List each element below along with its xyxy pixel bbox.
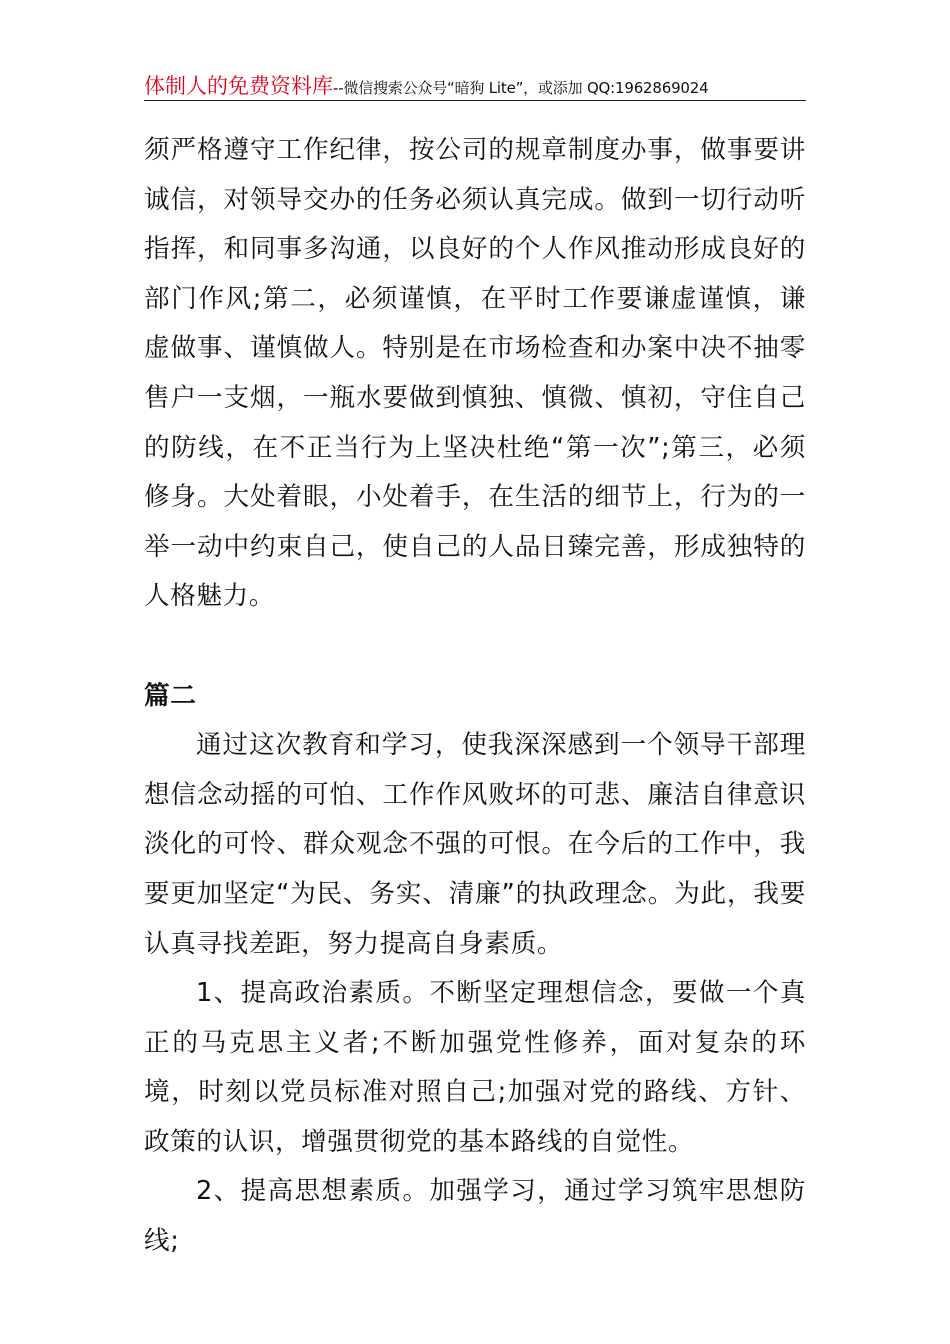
header-brand: 体制人的免费资料库: [144, 74, 333, 98]
document-body: [144, 126, 806, 1267]
section-spacer: [144, 622, 806, 672]
section-title: 篇二: [144, 680, 197, 711]
section-paragraph-point-1: 1、提高政治素质。不断坚定理想信念，要做一个真正的马克思主义者;不断加强党性修养，面对复杂的环境，时刻以党员标准对照自己;加强对党的路线、方针、政策的认识，增强贯彻党的基本路线的自觉性。: [144, 978, 806, 1157]
page-header: [144, 70, 806, 101]
paragraph-continued: 须严格遵守工作纪律，按公司的规章制度办事，做事要讲诚信，对领导交办的任务必须认真完成。做到一切行动听指挥，和同事多沟通，以良好的个人作风推动形成良好的部门作风;第二，必须谨慎，在平时工作要谦虚谨慎，谦虚做事、谨慎做人。特别是在市场检查和办案中决不抽零售户一支烟，一瓶水要做到慎独、慎微、慎初，守住自己的防线，在不正当行为上坚决杜绝“第一次”;第三，必须修身。大处着眼，小处着手，在生活的细节上，行为的一举一动中约束自己，使自己的人品日臻完善，形成独特的人格魅力。: [144, 135, 806, 612]
section-paragraph-point-2: 2、提高思想素质。加强学习，通过学习筑牢思想防线;: [144, 1176, 806, 1257]
section-paragraph-intro: 通过这次教育和学习，使我深深感到一个领导干部理想信念动摇的可怕、工作作风败坏的可悲、廉洁自律意识淡化的可怜、群众观念不强的可恨。在今后的工作中，我要更加坚定“为民、务实、清廉”的执政理念。为此，我要认真寻找差距，努力提高自身素质。: [144, 730, 806, 959]
header-contact-note: --微信搜索公众号“暗狗 Lite”，或添加 QQ:1962869024: [333, 79, 709, 97]
